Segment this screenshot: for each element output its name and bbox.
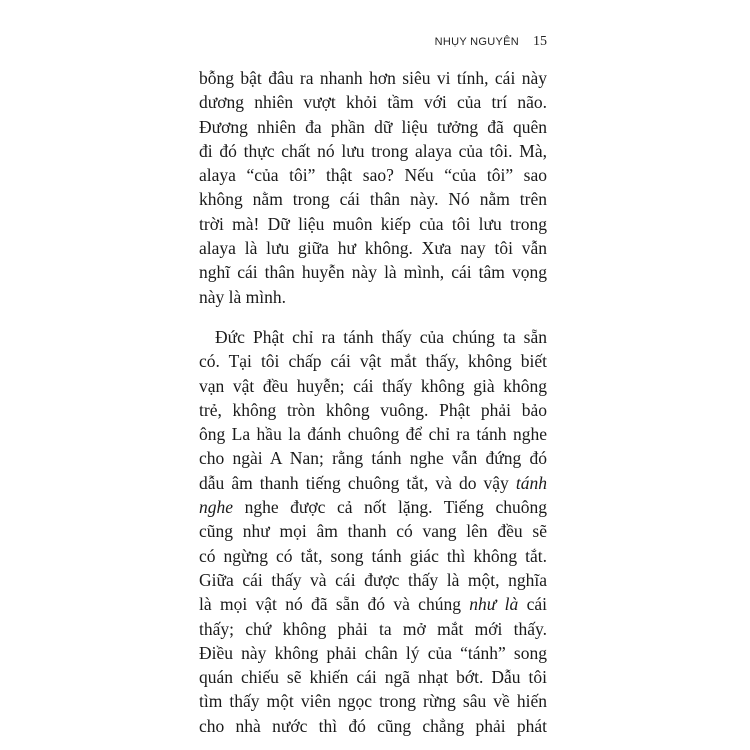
text-line: Đức Phật chỉ ra tánh thấy của chúng ta sẵn [215, 326, 547, 347]
paragraph-1 [199, 66, 547, 309]
paragraph-2 [199, 325, 547, 738]
text-line: vạn vật đều huyễn; cái thấy không già không [199, 375, 547, 396]
text-line: Đương nhiên đa phần dữ liệu tưởng đã quên [199, 116, 547, 137]
text-line: ông La hầu la đánh chuông để chỉ ra tánh nghe [199, 424, 547, 445]
text-line: trẻ, không tròn không vuông. Phật phải bảo [199, 399, 547, 420]
text-line: không nằm trong cái thân này. Nó nằm trên [199, 189, 547, 210]
italic-run: nghe [199, 497, 234, 518]
text-line: bỗng bật đâu ra nhanh hơn siêu vi tính, cái này [199, 68, 547, 88]
italic-run: như là [469, 594, 519, 615]
text-line: có. Tại tôi chấp cái vật mắt thấy, không biết [199, 351, 547, 372]
text-run: nghe được cả nốt lặng. Tiếng chuông [233, 497, 547, 518]
page-number: 15 [533, 34, 547, 49]
text-line: cũng như mọi âm thanh có vang lên đều sẽ [199, 521, 547, 542]
running-header [435, 34, 547, 50]
text-line: đi đó thực chất nó lưu trong alaya của tôi. Mà, [199, 140, 547, 161]
text-line: nghĩ cái thân huyễn này là mình, cái tâm vọng [199, 262, 547, 283]
text-line: alaya là lưu giữa hư không. Xưa nay tôi vẫn [199, 238, 547, 259]
text-line: cho ngài A Nan; rằng tánh nghe vẫn đứng đó [199, 448, 547, 469]
text-line: có ngừng có tắt, song tánh giác thì không tắt. [199, 545, 547, 566]
text-line: Điều này không phải chân lý của “tánh” song [199, 642, 547, 663]
text-line: Giữa cái thấy và cái được thấy là một, nghĩa [199, 569, 547, 590]
text-line: dương nhiên vượt khỏi tầm với của trí não. [199, 92, 547, 113]
italic-run: tánh [515, 472, 547, 493]
text-run: cái [518, 594, 547, 615]
text-line: thấy; chứ không phải ta mở mắt mới thấy. [199, 618, 547, 639]
text-line [199, 495, 547, 519]
text-line: cho nhà nước thì đó cũng chẳng phải phát [199, 715, 547, 736]
text-line: này là mình. [199, 286, 286, 307]
text-line: quán chiếu sẽ khiến cái ngã nhạt bớt. Dẫu tôi [199, 667, 547, 688]
text-run: là mọi vật nó đã sẵn đó và chúng [199, 594, 470, 615]
text-line: tìm thấy một viên ngọc trong rừng sâu về hiến [199, 691, 547, 712]
text-line [199, 471, 547, 495]
text-line [199, 592, 547, 616]
text-line: alaya “của tôi” thật sao? Nếu “của tôi” sao [199, 165, 547, 186]
text-run: dẫu âm thanh tiếng chuông tắt, và do vậy [199, 472, 516, 493]
body-text [199, 66, 547, 738]
text-line: trời mà! Dữ liệu muôn kiếp của tôi lưu trong [199, 213, 547, 234]
author-name: NHỤY NGUYÊN [434, 36, 519, 48]
paragraph-gap [199, 309, 547, 325]
